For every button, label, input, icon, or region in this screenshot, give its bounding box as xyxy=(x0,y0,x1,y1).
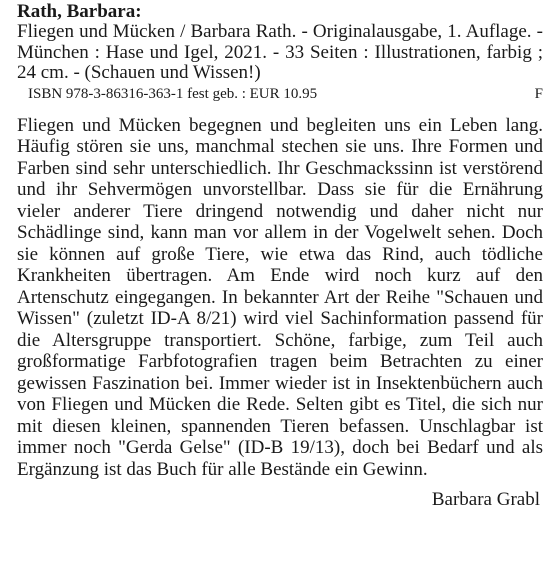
reviewer-name: Barbara Grabl xyxy=(431,489,540,510)
isbn-line: ISBN 978-3-86316-363-1 fest geb. : EUR 10.95 xyxy=(28,85,318,102)
author-heading: Rath, Barbara: xyxy=(17,1,142,22)
classification-code: F xyxy=(534,85,543,102)
isbn-row xyxy=(17,84,543,105)
bibliographic-description: Fliegen und Mücken / Barbara Rath. - Originalausgabe, 1. Auflage. - München : Hase und Igel, 2021. - 33 Seiten : Illustrationen, farbig ; 24 cm. - (Schauen und Wissen!) xyxy=(17,21,543,83)
review-entry xyxy=(17,0,543,511)
review-text: Fliegen und Mücken begegnen und begleiten uns ein Leben lang. Häufig stören sie uns, manchmal stechen sie uns. Ihre Formen und Farben sind sehr unterschiedlich. Ihr Geschmackssinn ist verstörend und ihr Sehvermögen unvorstellbar. Dass sie für die Ernährung vieler anderer Tiere dringend notwendig und daher nicht nur Schädlinge sind, kann man vor allem in der Vogelwelt sehen. Doch sie können auf große Tiere, wie etwa das Rind, auch tödliche Krankheiten übertragen. Am Ende wird noch kurz auf den Artenschutz eingegangen. In bekannter Art der Reihe "Schauen und Wissen" (zuletzt ID-A 8/21) wird viel Sachinformation passend für die Altersgruppe transportiert. Schöne, farbige, zum Teil auch großformatige Farbfotografien tragen beim Betrachten zu einer gewissen Faszination bei. Immer wieder ist in Insektenbüchern auch von Fliegen und Mücken die Rede. Selten gibt es Titel, die sich nur mit diesen kleinen, spannenden Tieren befassen. Unschlagbar ist immer noch "Gerda Gelse" (ID-B 19/13), doch bei Bedarf und als Ergänzung ist das Buch für alle Bestände ein Gewinn. xyxy=(17,114,543,480)
